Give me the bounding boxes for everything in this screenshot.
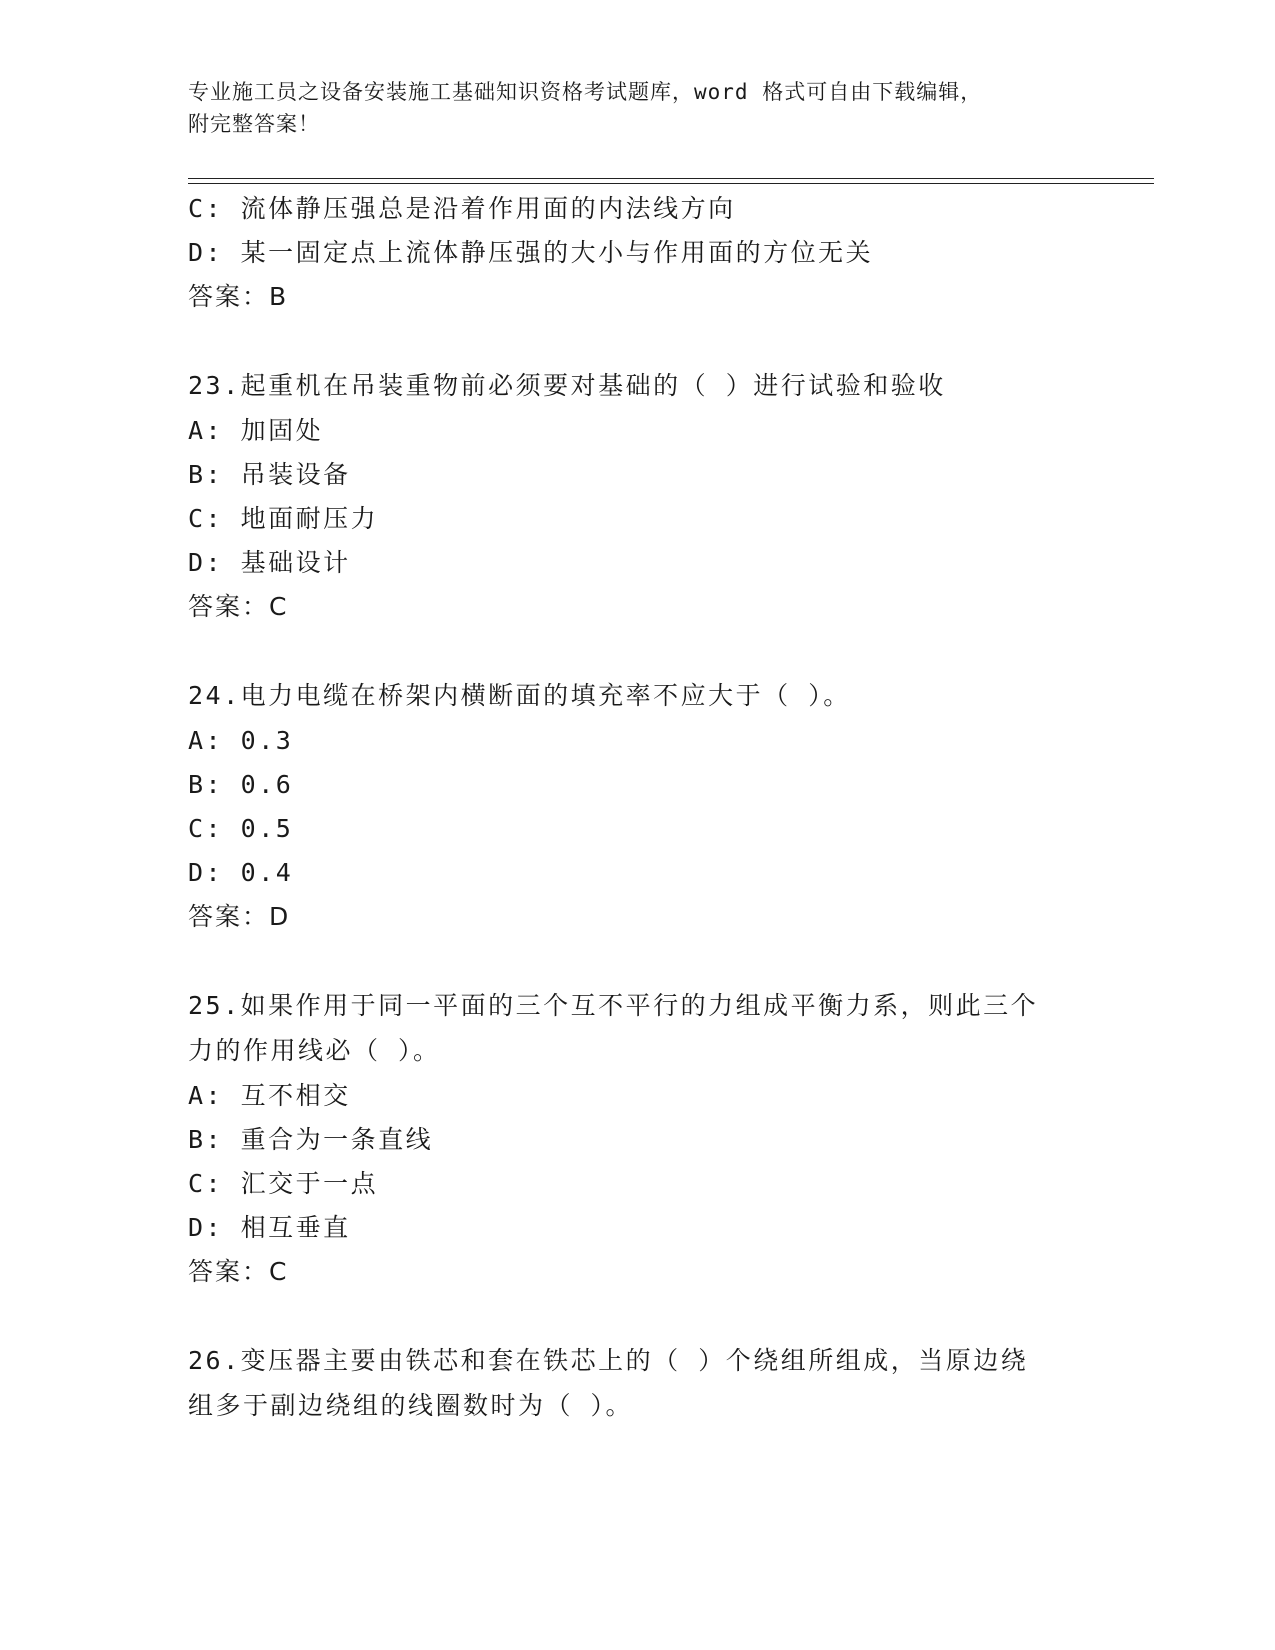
prev-option-d: D: 某一固定点上流体静压强的大小与作用面的方位无关	[188, 238, 874, 267]
question-25-answer: 答案：C	[188, 1257, 289, 1286]
question-24-option-a: A: 0.3	[188, 726, 294, 755]
question-24-stem: 24.电力电缆在桥架内横断面的填充率不应大于（ ）。	[188, 681, 851, 710]
question-25-option-a: A: 互不相交	[188, 1081, 351, 1110]
header-line-1: 专业施工员之设备安装施工基础知识资格考试题库，word 格式可自由下载编辑，	[188, 80, 983, 104]
header-divider-bottom	[188, 183, 1154, 184]
question-25-option-c: C: 汇交于一点	[188, 1169, 379, 1198]
prev-answer: 答案：B	[188, 282, 289, 311]
question-25-stem-line-2: 力的作用线必（ ）。	[188, 1036, 441, 1065]
question-24-option-b: B: 0.6	[188, 770, 294, 799]
question-24-option-d: D: 0.4	[188, 858, 294, 887]
question-24-answer: 答案：D	[188, 902, 291, 931]
question-23-option-a: A: 加固处	[188, 416, 324, 445]
question-25-stem-line-1: 25.如果作用于同一平面的三个互不平行的力组成平衡力系，则此三个	[188, 991, 1039, 1020]
question-25-option-b: B: 重合为一条直线	[188, 1125, 434, 1154]
question-23-option-b: B: 吊装设备	[188, 460, 351, 489]
header-divider-top	[188, 178, 1154, 179]
question-25-option-d: D: 相互垂直	[188, 1213, 351, 1242]
question-23-option-c: C: 地面耐压力	[188, 504, 379, 533]
document-header	[188, 76, 1088, 140]
question-26-stem-line-2: 组多于副边绕组的线圈数时为（ ）。	[188, 1391, 634, 1420]
header-line-2: 附完整答案！	[188, 112, 320, 136]
question-23-stem: 23.起重机在吊装重物前必须要对基础的（ ）进行试验和验收	[188, 371, 946, 400]
prev-option-c: C: 流体静压强总是沿着作用面的内法线方向	[188, 194, 736, 223]
question-23-option-d: D: 基础设计	[188, 548, 351, 577]
question-24-option-c: C: 0.5	[188, 814, 294, 843]
question-23-answer: 答案：C	[188, 592, 289, 621]
question-26-stem-line-1: 26.变压器主要由铁芯和套在铁芯上的（ ）个绕组所组成，当原边绕	[188, 1346, 1029, 1375]
